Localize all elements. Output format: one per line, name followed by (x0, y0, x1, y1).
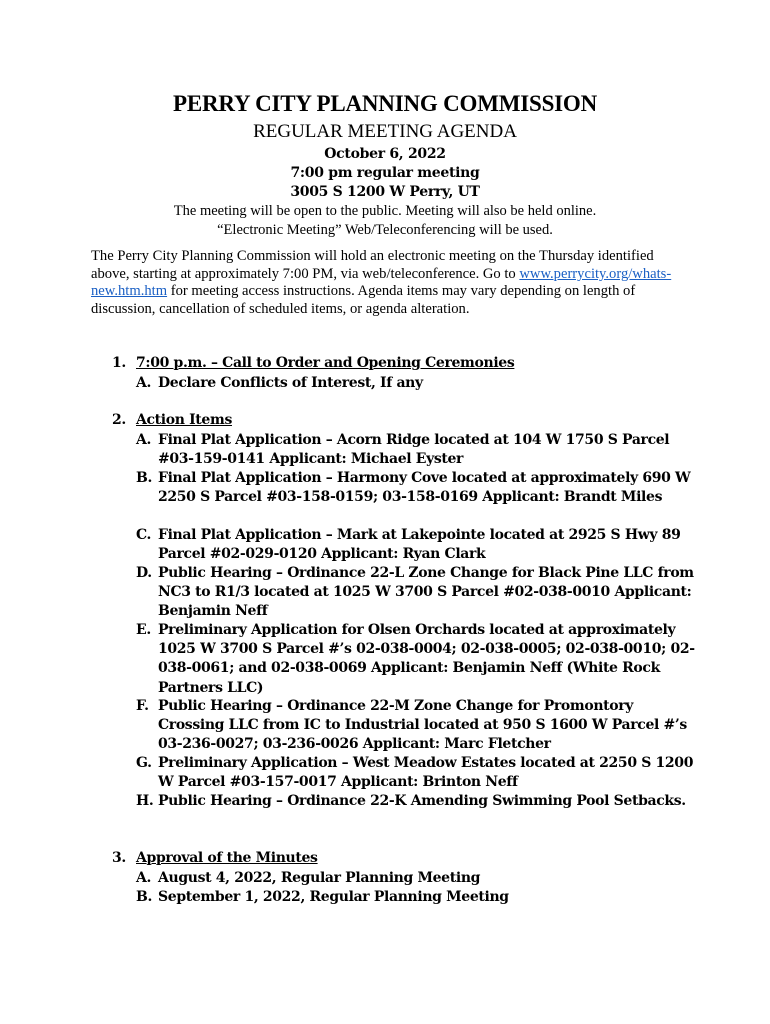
meeting-time: 7:00 pm regular meeting (290, 165, 480, 181)
section-number: 1. (112, 355, 126, 371)
section-3-heading (112, 850, 318, 866)
electronic-note: “Electronic Meeting” Web/Teleconferencing will be used. (217, 222, 553, 238)
section-title: Action Items (136, 412, 232, 428)
section-number: 3. (112, 850, 126, 866)
list-item (136, 792, 696, 811)
item-letter: G. (136, 755, 152, 771)
item-letter: C. (136, 527, 152, 543)
section-1-heading (112, 355, 514, 371)
meeting-date: October 6, 2022 (324, 146, 446, 162)
item-text: Declare Conflicts of Interest, If any (158, 375, 423, 391)
item-text: Public Hearing – Ordinance 22-L Zone Change for Black Pine LLC from NC3 to R1/3 located at 1025 W 3700 S Parcel #02-038-0010 Applicant: Benjamin Neff (158, 565, 694, 620)
meeting-info-link[interactable]: www.perrycity.org/whats-new.htm.htm (91, 265, 672, 300)
list-item (136, 869, 696, 888)
item-letter: E. (136, 622, 151, 638)
section-2-heading (112, 412, 232, 428)
item-text: September 1, 2022, Regular Planning Meeting (158, 889, 509, 905)
item-text: Preliminary Application for Olsen Orchards located at approximately 1025 W 3700 S Parcel #’s 02-038-0004; 02-038-0005; 02-038-0010; 02-038-0061; and 02-038-0069 Applicant: Benjamin Neff (White Rock Partners LLC) (158, 622, 695, 696)
list-item (136, 526, 696, 564)
meeting-address: 3005 S 1200 W Perry, UT (290, 184, 480, 200)
item-letter: A. (136, 432, 152, 448)
list-item (136, 754, 696, 792)
list-item (136, 564, 696, 622)
list-item (136, 469, 696, 507)
intro-text-start: The Perry City Planning Commission will hold an electronic meeting on the Thursday identified above, starting at approximately 7:00 PM, via web/teleconference. Go to (91, 248, 654, 282)
item-letter: A. (136, 870, 152, 886)
item-letter: A. (136, 375, 152, 391)
item-text: Public Hearing – Ordinance 22-K Amending Swimming Pool Setbacks. (158, 793, 686, 809)
item-letter: B. (136, 470, 153, 486)
list-item (136, 621, 696, 698)
section-number: 2. (112, 412, 126, 428)
item-text: Preliminary Application – West Meadow Estates located at 2250 S 1200 W Parcel #03-157-0017 Applicant: Brinton Neff (158, 755, 694, 791)
list-item (136, 431, 696, 469)
item-letter: H. (136, 793, 154, 809)
intro-text-end: for meeting access instructions. Agenda items may vary depending on length of discussion, cancellation of scheduled items, or agenda alteration. (91, 283, 636, 318)
item-text: Final Plat Application – Harmony Cove located at approximately 690 W 2250 S Parcel #03-158-0159; 03-158-0169 Applicant: Brandt Miles (158, 470, 691, 506)
item-letter: D. (136, 565, 152, 581)
item-text: August 4, 2022, Regular Planning Meeting (158, 870, 481, 886)
list-item (136, 374, 696, 393)
item-text: Final Plat Application – Acorn Ridge located at 104 W 1750 S Parcel #03-159-0141 Applicant: Michael Eyster (158, 432, 670, 468)
intro-paragraph (91, 248, 691, 319)
list-item (136, 888, 696, 907)
public-note: The meeting will be open to the public. Meeting will also be held online. (173, 203, 597, 219)
page-subtitle: REGULAR MEETING AGENDA (253, 121, 517, 142)
item-letter: F. (136, 698, 149, 714)
section-title: 7:00 p.m. – Call to Order and Opening Ceremonies (136, 355, 515, 371)
item-letter: B. (136, 889, 153, 905)
item-text: Public Hearing – Ordinance 22-M Zone Change for Promontory Crossing LLC from IC to Industrial located at 950 S 1600 W Parcel #’s 03-236-0027; 03-236-0026 Applicant: Marc Fletcher (158, 698, 687, 753)
item-text: Final Plat Application – Mark at Lakepointe located at 2925 S Hwy 89 Parcel #02-029-0120 Applicant: Ryan Clark (158, 527, 681, 563)
list-item (136, 697, 696, 755)
section-title: Approval of the Minutes (136, 850, 318, 866)
page-title: PERRY CITY PLANNING COMMISSION (172, 91, 598, 116)
